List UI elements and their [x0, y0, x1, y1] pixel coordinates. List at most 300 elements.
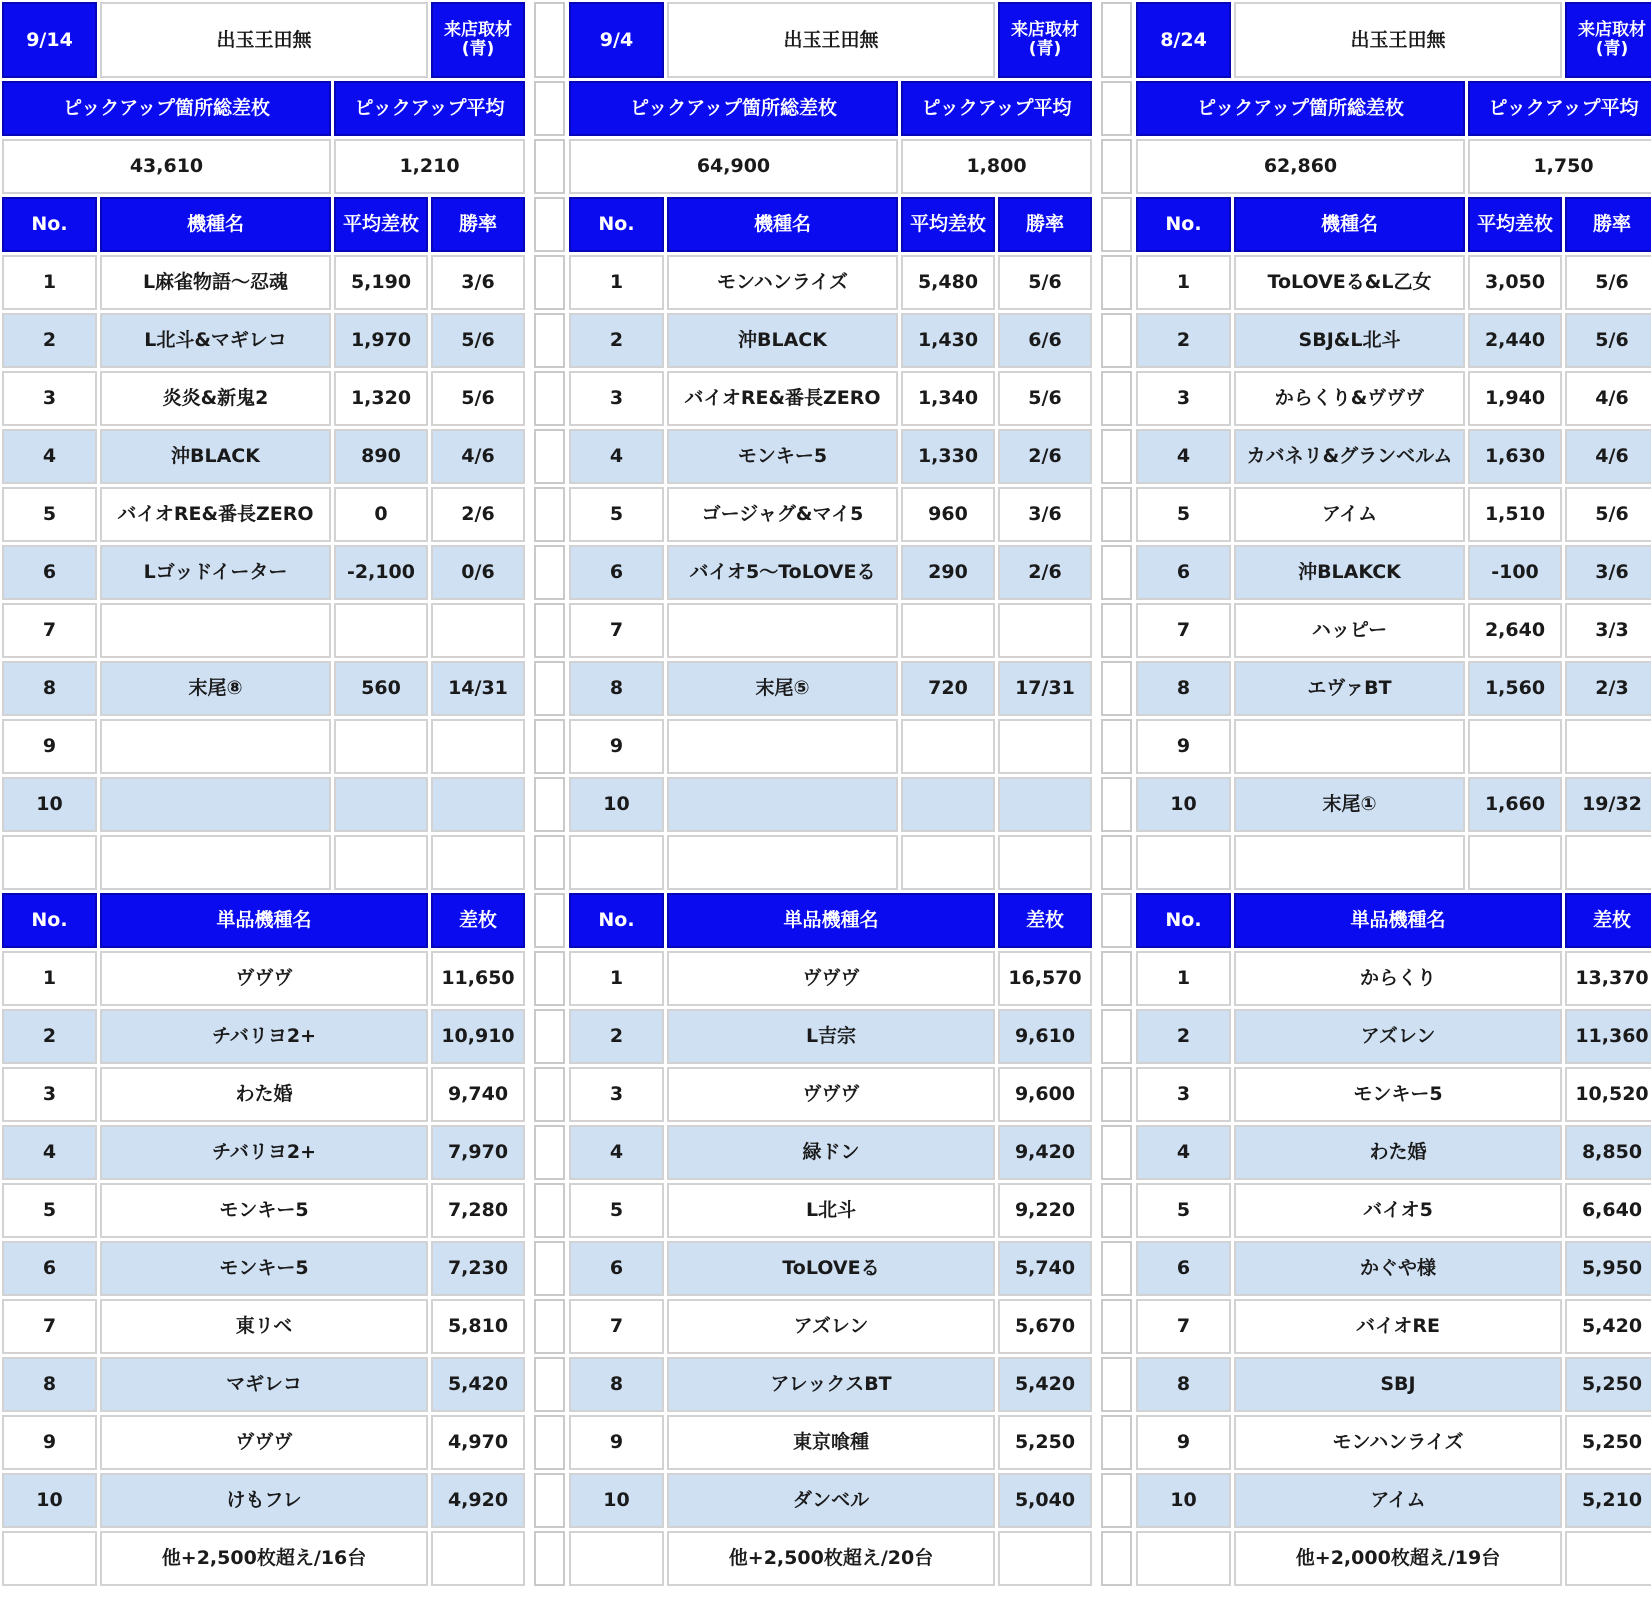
single-row [1136, 1009, 1651, 1064]
machine-avg-diff: 0 [334, 487, 428, 542]
single-no: 6 [569, 1241, 664, 1296]
single-diff: 5,810 [431, 1299, 525, 1354]
date-panel [2, 2, 530, 1586]
win-rate-header: 勝率 [431, 197, 525, 252]
spacer-cell [1101, 777, 1132, 832]
machine-win-rate: 0/6 [431, 545, 525, 600]
machine-name: モンキー5 [667, 429, 898, 484]
title-row [2, 2, 530, 78]
spacer-cell [1101, 2, 1132, 78]
single-diff: 5,250 [1565, 1415, 1651, 1470]
single-name: モンキー5 [100, 1241, 428, 1296]
blank-cell [998, 1531, 1092, 1586]
coverage-badge: 来店取材 (青) [1565, 2, 1651, 78]
machine-no: 4 [569, 429, 664, 484]
single-diff: 5,250 [998, 1415, 1092, 1470]
machine-win-rate: 5/6 [998, 255, 1092, 310]
single-diff: 16,570 [998, 951, 1092, 1006]
date-label: 9/4 [569, 2, 664, 78]
single-no: 5 [1136, 1183, 1231, 1238]
machine-no: 2 [2, 313, 97, 368]
machine-name: バイオRE&番長ZERO [667, 371, 898, 426]
single-diff: 9,600 [998, 1067, 1092, 1122]
machine-row [1136, 545, 1651, 600]
machine-win-rate: 2/6 [998, 545, 1092, 600]
machine-name: ゴージャグ&マイ5 [667, 487, 898, 542]
single-row [1136, 1299, 1651, 1354]
footer-row [569, 1531, 1097, 1586]
pickup-header-row [2, 81, 530, 136]
single-diff: 10,520 [1565, 1067, 1651, 1122]
spacer-cell [534, 313, 565, 368]
machine-row [569, 603, 1097, 658]
machine-no: 1 [569, 255, 664, 310]
machine-table-header [1136, 197, 1651, 252]
single-row [1136, 1415, 1651, 1470]
machine-name-header: 機種名 [100, 197, 331, 252]
single-name: アズレン [667, 1299, 995, 1354]
spacer-cell [534, 719, 565, 774]
machine-no: 6 [569, 545, 664, 600]
machine-name: 沖BLAKCK [1234, 545, 1465, 600]
spacer-cell [534, 197, 565, 252]
spacer-cell [534, 2, 565, 78]
machine-win-rate: 19/32 [1565, 777, 1651, 832]
spacer-cell [534, 661, 565, 716]
single-diff: 11,650 [431, 951, 525, 1006]
single-row [569, 1067, 1097, 1122]
pickup-avg-value: 1,750 [1468, 139, 1651, 194]
single-name: モンハンライズ [1234, 1415, 1562, 1470]
machine-no: 8 [2, 661, 97, 716]
single-no: 10 [2, 1473, 97, 1528]
single-no: 1 [569, 951, 664, 1006]
win-rate-header: 勝率 [998, 197, 1092, 252]
spacer-cell [1101, 1357, 1132, 1412]
single-no: 2 [2, 1009, 97, 1064]
machine-win-rate: 3/6 [431, 255, 525, 310]
machine-win-rate: 14/31 [431, 661, 525, 716]
single-no: 6 [2, 1241, 97, 1296]
single-row [1136, 1125, 1651, 1180]
single-no: 8 [1136, 1357, 1231, 1412]
machine-no: 9 [2, 719, 97, 774]
spacer-cell [1101, 545, 1132, 600]
spacer-cell [1101, 835, 1132, 890]
machine-name: SBJ&L北斗 [1234, 313, 1465, 368]
single-name-header: 単品機種名 [100, 893, 428, 948]
machine-no: 10 [1136, 777, 1231, 832]
blank-cell [2, 835, 97, 890]
spacer-cell [534, 1183, 565, 1238]
machine-win-rate: 5/6 [1565, 487, 1651, 542]
single-diff: 5,210 [1565, 1473, 1651, 1528]
machine-win-rate: 5/6 [431, 313, 525, 368]
single-diff: 5,250 [1565, 1357, 1651, 1412]
single-no: 3 [1136, 1067, 1231, 1122]
machine-win-rate: 3/6 [1565, 545, 1651, 600]
machine-table-header [569, 197, 1097, 252]
machine-avg-diff [1468, 719, 1562, 774]
single-diff: 4,970 [431, 1415, 525, 1470]
pickup-avg-value: 1,800 [901, 139, 1092, 194]
title-row [569, 2, 1097, 78]
machine-name: バイオ5～ToLOVEる [667, 545, 898, 600]
single-row [2, 1241, 530, 1296]
single-diff: 13,370 [1565, 951, 1651, 1006]
machine-avg-diff [901, 603, 995, 658]
single-diff: 8,850 [1565, 1125, 1651, 1180]
machine-row [2, 661, 530, 716]
blank-cell [431, 1531, 525, 1586]
blank-cell [1565, 835, 1651, 890]
machine-avg-diff [334, 603, 428, 658]
single-name: チバリヨ2+ [100, 1125, 428, 1180]
machine-row [569, 545, 1097, 600]
machine-row [569, 429, 1097, 484]
single-name: バイオRE [1234, 1299, 1562, 1354]
spacer-cell [1101, 661, 1132, 716]
machine-win-rate [1565, 719, 1651, 774]
no-header: No. [569, 893, 664, 948]
machine-win-rate [431, 719, 525, 774]
machine-no: 2 [1136, 313, 1231, 368]
panel-spacer [534, 2, 565, 1586]
machine-avg-diff: 1,660 [1468, 777, 1562, 832]
single-diff: 4,920 [431, 1473, 525, 1528]
single-name: チバリヨ2+ [100, 1009, 428, 1064]
machine-avg-diff: 560 [334, 661, 428, 716]
blank-cell [431, 835, 525, 890]
blank-cell [1565, 1531, 1651, 1586]
single-no: 10 [1136, 1473, 1231, 1528]
single-name: わた婚 [1234, 1125, 1562, 1180]
machine-row [2, 313, 530, 368]
machine-avg-diff: 1,940 [1468, 371, 1562, 426]
machine-win-rate [998, 777, 1092, 832]
blank-cell [2, 1531, 97, 1586]
machine-no: 10 [569, 777, 664, 832]
spacer-cell [1101, 1415, 1132, 1470]
single-no: 3 [569, 1067, 664, 1122]
total-diff-value: 64,900 [569, 139, 898, 194]
machine-no: 9 [1136, 719, 1231, 774]
single-no: 8 [2, 1357, 97, 1412]
machine-no: 7 [2, 603, 97, 658]
machine-win-rate [431, 777, 525, 832]
no-header: No. [2, 893, 97, 948]
machine-name [667, 603, 898, 658]
machine-row [2, 487, 530, 542]
machine-name: ハッピー [1234, 603, 1465, 658]
pickup-header-row [569, 81, 1097, 136]
machine-avg-diff: 5,190 [334, 255, 428, 310]
single-no: 9 [569, 1415, 664, 1470]
machine-row [569, 255, 1097, 310]
machine-no: 3 [2, 371, 97, 426]
blank-cell [334, 835, 428, 890]
spacer-cell [534, 487, 565, 542]
spacer-cell [1101, 893, 1132, 948]
machine-no: 9 [569, 719, 664, 774]
machine-avg-diff: -100 [1468, 545, 1562, 600]
spacer-cell [534, 371, 565, 426]
machine-avg-diff: 2,640 [1468, 603, 1562, 658]
machine-row [2, 719, 530, 774]
spacer-cell [534, 81, 565, 136]
single-row [569, 1473, 1097, 1528]
single-row [569, 1357, 1097, 1412]
machine-avg-diff: 2,440 [1468, 313, 1562, 368]
spacer-cell [1101, 371, 1132, 426]
single-name: アレックスBT [667, 1357, 995, 1412]
single-name: ヴヴヴ [667, 951, 995, 1006]
machine-name: 末尾① [1234, 777, 1465, 832]
spacer-cell [534, 545, 565, 600]
spacer-cell [1101, 313, 1132, 368]
single-diff: 5,420 [1565, 1299, 1651, 1354]
no-header: No. [2, 197, 97, 252]
diff-header: 差枚 [431, 893, 525, 948]
avg-diff-header: 平均差枚 [334, 197, 428, 252]
single-name: 緑ドン [667, 1125, 995, 1180]
spacer-cell [1101, 139, 1132, 194]
machine-no: 6 [2, 545, 97, 600]
single-row [2, 1183, 530, 1238]
machine-win-rate [431, 603, 525, 658]
spacer-cell [1101, 1299, 1132, 1354]
spacer-cell [534, 893, 565, 948]
no-header: No. [1136, 893, 1231, 948]
single-row [2, 1473, 530, 1528]
machine-avg-diff: 1,340 [901, 371, 995, 426]
single-name: ヴヴヴ [100, 1415, 428, 1470]
spacer-cell [534, 429, 565, 484]
machine-name [100, 719, 331, 774]
single-name: わた婚 [100, 1067, 428, 1122]
machine-avg-diff: 1,330 [901, 429, 995, 484]
single-row [569, 1125, 1097, 1180]
single-diff: 5,670 [998, 1299, 1092, 1354]
machine-row [569, 719, 1097, 774]
date-panel [1136, 2, 1651, 1586]
single-no: 4 [1136, 1125, 1231, 1180]
machine-win-rate [998, 603, 1092, 658]
single-name: ToLOVEる [667, 1241, 995, 1296]
spacer-cell [1101, 255, 1132, 310]
no-header: No. [1136, 197, 1231, 252]
machine-name [1234, 719, 1465, 774]
machine-table-header [2, 197, 530, 252]
single-row [2, 1009, 530, 1064]
single-row [2, 1299, 530, 1354]
machine-no: 3 [1136, 371, 1231, 426]
single-name: かぐや様 [1234, 1241, 1562, 1296]
machine-no: 5 [2, 487, 97, 542]
machine-no: 8 [569, 661, 664, 716]
machine-win-rate: 3/6 [998, 487, 1092, 542]
pickup-header-row [1136, 81, 1651, 136]
single-no: 7 [1136, 1299, 1231, 1354]
machine-row [1136, 487, 1651, 542]
machine-avg-diff: 1,970 [334, 313, 428, 368]
blank-cell [1136, 835, 1231, 890]
single-no: 10 [569, 1473, 664, 1528]
machine-win-rate [998, 719, 1092, 774]
machine-row [2, 371, 530, 426]
blank-cell [569, 835, 664, 890]
machine-row [2, 777, 530, 832]
machine-row [569, 313, 1097, 368]
spacer-cell [1101, 1067, 1132, 1122]
machine-win-rate: 2/6 [998, 429, 1092, 484]
machine-name: Lゴッドイーター [100, 545, 331, 600]
spacer-cell [534, 1125, 565, 1180]
machine-avg-diff [901, 777, 995, 832]
single-diff: 5,420 [998, 1357, 1092, 1412]
coverage-badge: 来店取材 (青) [431, 2, 525, 78]
single-no: 9 [2, 1415, 97, 1470]
single-name-header: 単品機種名 [667, 893, 995, 948]
spacer-cell [1101, 951, 1132, 1006]
single-no: 1 [1136, 951, 1231, 1006]
machine-name: 炎炎&新鬼2 [100, 371, 331, 426]
machine-win-rate: 5/6 [431, 371, 525, 426]
coverage-badge: 来店取材 (青) [998, 2, 1092, 78]
panel-spacer [1101, 2, 1132, 1586]
single-no: 6 [1136, 1241, 1231, 1296]
spacer-cell [534, 255, 565, 310]
machine-win-rate: 4/6 [1565, 429, 1651, 484]
pickup-value-row [569, 139, 1097, 194]
single-no: 9 [1136, 1415, 1231, 1470]
spacer-cell [1101, 1473, 1132, 1528]
machine-name: 末尾⑤ [667, 661, 898, 716]
spacer-cell [1101, 81, 1132, 136]
single-diff: 11,360 [1565, 1009, 1651, 1064]
pickup-avg-header: ピックアップ平均 [334, 81, 525, 136]
machine-row [569, 371, 1097, 426]
win-rate-header: 勝率 [1565, 197, 1651, 252]
total-diff-value: 62,860 [1136, 139, 1465, 194]
machine-name-header: 機種名 [1234, 197, 1465, 252]
single-name: L吉宗 [667, 1009, 995, 1064]
spacer-cell [1101, 1241, 1132, 1296]
spacer-cell [1101, 429, 1132, 484]
store-name: 出玉王田無 [667, 2, 995, 78]
machine-row [2, 255, 530, 310]
machine-no: 3 [569, 371, 664, 426]
single-diff: 7,230 [431, 1241, 525, 1296]
machine-row [1136, 429, 1651, 484]
single-row [2, 1415, 530, 1470]
machine-no: 8 [1136, 661, 1231, 716]
single-name: ダンベル [667, 1473, 995, 1528]
blank-cell [1136, 1531, 1231, 1586]
machine-name [667, 777, 898, 832]
machine-avg-diff: 3,050 [1468, 255, 1562, 310]
machine-name: アイム [1234, 487, 1465, 542]
spacer-cell [534, 139, 565, 194]
machine-row [569, 487, 1097, 542]
machine-win-rate: 17/31 [998, 661, 1092, 716]
machine-avg-diff [334, 777, 428, 832]
single-diff: 9,220 [998, 1183, 1092, 1238]
machine-name [100, 777, 331, 832]
machine-name: L北斗&マギレコ [100, 313, 331, 368]
single-row [1136, 1473, 1651, 1528]
machine-avg-diff: 720 [901, 661, 995, 716]
comparison-sheet [2, 2, 1651, 1586]
single-name: けもフレ [100, 1473, 428, 1528]
footer-note: 他+2,500枚超え/20台 [667, 1531, 995, 1586]
single-table-header [569, 893, 1097, 948]
spacer-cell [1101, 197, 1132, 252]
machine-row [1136, 777, 1651, 832]
machine-avg-diff: -2,100 [334, 545, 428, 600]
single-row [569, 1241, 1097, 1296]
pickup-value-row [2, 139, 530, 194]
machine-no: 5 [1136, 487, 1231, 542]
single-row [569, 1299, 1097, 1354]
machine-avg-diff: 890 [334, 429, 428, 484]
total-diff-value: 43,610 [2, 139, 331, 194]
machine-no: 6 [1136, 545, 1231, 600]
machine-no: 1 [1136, 255, 1231, 310]
blank-row [2, 835, 530, 890]
machine-name [100, 603, 331, 658]
machine-name: 沖BLACK [667, 313, 898, 368]
machine-avg-diff: 1,320 [334, 371, 428, 426]
machine-row [569, 661, 1097, 716]
blank-cell [100, 835, 331, 890]
pickup-avg-header: ピックアップ平均 [1468, 81, 1651, 136]
spacer-cell [1101, 603, 1132, 658]
machine-avg-diff [334, 719, 428, 774]
machine-name: 沖BLACK [100, 429, 331, 484]
machine-name: ToLOVEる&L乙女 [1234, 255, 1465, 310]
machine-no: 7 [1136, 603, 1231, 658]
single-name: バイオ5 [1234, 1183, 1562, 1238]
spacer-cell [1101, 487, 1132, 542]
single-diff: 5,740 [998, 1241, 1092, 1296]
single-diff: 6,640 [1565, 1183, 1651, 1238]
single-no: 7 [569, 1299, 664, 1354]
single-name: からくり [1234, 951, 1562, 1006]
machine-row [1136, 661, 1651, 716]
single-no: 5 [569, 1183, 664, 1238]
single-row [1136, 1067, 1651, 1122]
spacer-cell [534, 1473, 565, 1528]
spacer-cell [534, 1415, 565, 1470]
spacer-cell [534, 1299, 565, 1354]
single-no: 2 [569, 1009, 664, 1064]
single-no: 4 [569, 1125, 664, 1180]
single-table-header [2, 893, 530, 948]
store-name: 出玉王田無 [100, 2, 428, 78]
footer-row [1136, 1531, 1651, 1586]
machine-name: 末尾⑧ [100, 661, 331, 716]
machine-row [1136, 719, 1651, 774]
single-diff: 10,910 [431, 1009, 525, 1064]
machine-win-rate: 4/6 [1565, 371, 1651, 426]
single-name: アズレン [1234, 1009, 1562, 1064]
total-diff-header: ピックアップ箇所総差枚 [569, 81, 898, 136]
single-row [569, 1009, 1097, 1064]
machine-name: L麻雀物語～忍魂 [100, 255, 331, 310]
machine-name-header: 機種名 [667, 197, 898, 252]
machine-avg-diff: 1,430 [901, 313, 995, 368]
